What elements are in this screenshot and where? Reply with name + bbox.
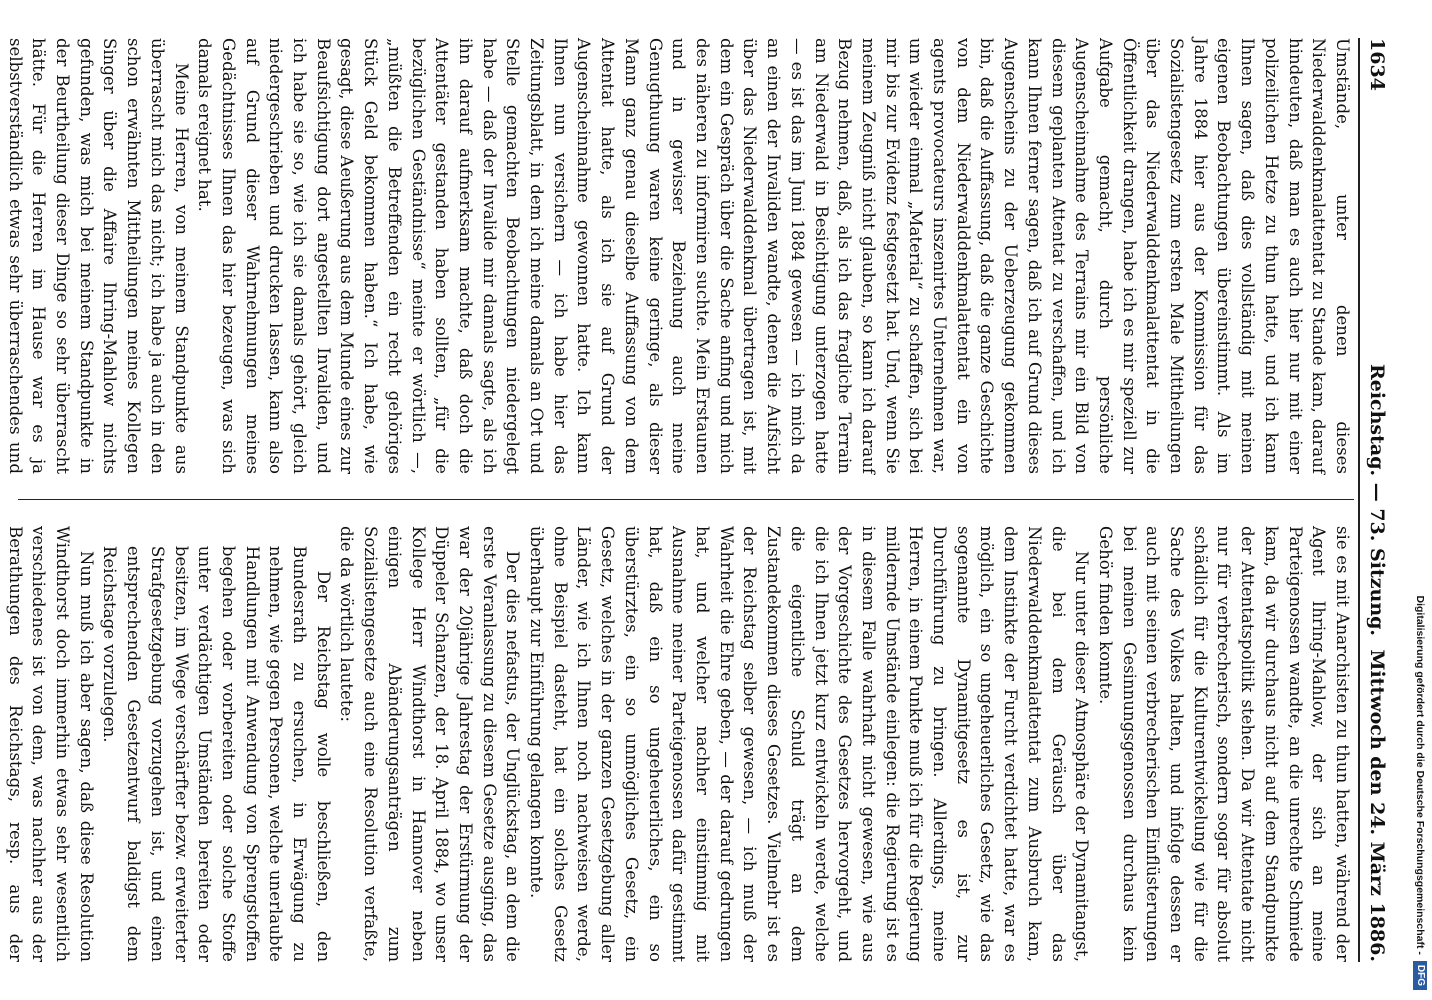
header-title: Reichstag. — 73. Sitzung. (1366, 363, 1388, 637)
right-column (5, 526, 1354, 962)
dfg-watermark (1407, 0, 1432, 1000)
page-number: 1634 (1366, 38, 1388, 91)
watermark-text (1407, 0, 1432, 1000)
right-paragraph-4: Nun muß ich aber sagen, daß diese Resolution Windthorst doch immerhin etwas sehr wesentlich verschiedenes ist von dem, was nachher aus der Berathungen des Reichstags, resp. aus der (5, 526, 96, 962)
column-divider (18, 499, 1354, 500)
left-paragraph-2: Meine Herren, von meinem Standpunkte aus überrascht mich das nicht; ich habe ja auch in den schon erwähnten Mittheilungen meines Kollegen Singer über die Affaire Ihring-Mahlow nichts gefunden, was mich bei meinem Standpunkte in der Beurtheilung dieser Dinge so sehr überrascht hätte. Für die Herren im Hause war es ja selbstverständlich etwas sehr überraschendes und (5, 38, 191, 474)
resolution-quote: Der Reichstag wolle beschließen, den Bundesrath zu ersuchen, in Erwägung zu nehmen, wie gegen Personen, welche unerlaubte Handlungen mit Anwendung von Sprengstoffen begehen oder vorbereiten oder solche Stoffe unter verdächtigen Umständen bereiten oder besitzen, im Wege verschärfter bezw. erweiterter Strafgesetzgebung vorzugehen ist, und einen entsprechenden Gesetzentwurf baldigst dem Reichstage vorzulegen. (100, 545, 333, 962)
dfg-logo: DFG (1413, 961, 1427, 990)
header-date: Mittwoch den 24. März 1886. (1366, 649, 1388, 962)
page-header (1358, 38, 1390, 962)
right-paragraph-3: Der dies nefastus, der Unglückstag, an dem die erste Veranlassung zu diesem Gesetze ausging, das war der 20jährige Jahrestag der Erstürmung der Düppeler Schanzen, der 18. April 1884, wo unser Kollege Herr Windthorst in Hannover neben einigen Abänderungsanträgen zum Sozialistengesetze auch eine Resolution verfaßte, die da wörtlich lautete: (337, 526, 523, 962)
right-paragraph-2: Nur unter dieser Atmosphäre der Dynamitangst, die bei dem Geräusch über das Niederwalddenkmalattentat zum Ausbruch kam, dem Instinkte der Furcht verdichtet hatte, war es möglich, ein so ungeheuerliches Gesetz, wie das sogenannte Dynamitgesetz es ist, zur Durchführung zu bringen. Allerdings, meine Herren, in einem Punkte muß ich für die Regierung mildernde Umstände einlegen: die Regierung ist es in diesem Falle wahrhaft nicht gewesen, wie aus der Vorgeschichte des Gesetzes hervorgeht, und die ich Ihnen jetzt kurz entwickeln werde, welche die eigentliche Schuld trägt an dem Zustandekommen dieses Gesetzes. Vielmehr ist es der Reichstag selber gewesen, — ich muß der Wahrheit die Ehre geben, — der darauf gedrungen hat, und welcher nachher einstimmig mit Ausnahme meiner Parteigenossen dafür gestimmt hat, daß ein so ungeheuerliches, ein so überstürztes, ein so unmögliches Gesetz, ein Gesetz, welches in der ganzen Gesetzgebung aller Länder, wie ich Ihnen noch nachweisen werde, ohne Beispiel dasteht, hat ein solches Gesetz überhaupt zur Einführung gelangen konnte. (527, 526, 1092, 962)
left-paragraph-1: Umstände, unter denen dieses Niederwalddenkmalattentat zu Stande kam, darauf hindeuten, daß man es auch hier nur mit einer polizeilichen Hetze zu thun hatte, und ich kann Ihnen sagen, daß dies vollständig mit meinen eigenen Beobachtungen übereinstimmt. Als im Jahre 1884 hier aus der Kommission für das Sozialistengesetz zum ersten Male Mittheilungen über das Niederwalddenkmalattentat in die Öffentlichkeit drangen, habe ich es mir speziell zur Aufgabe gemacht, durch persönliche Augenscheinnahme des Terrains mir ein Bild von diesem geplanten Attentat zu verschaffen, und ich kann Ihnen ferner sagen, daß ich auf Grund dieses Augenscheins zu der Ueberzeugung gekommen bin, daß die Auffassung, daß die ganze Geschichte von dem Niederwalddenkmalattentat ein von agents provocateurs inszenirtes Unternehmen war, um wieder einmal „Material“ zu schaffen, sich bei mir bis zur Evidenz festgesetzt hat. Und, wenn Sie meinem Zeugniß nicht glauben, so kann ich darauf Bezug nehmen, daß, als ich das fragliche Terrain am Niederwald in Besichtigung unterzogen hatte — es ist das im Juni 1884 gewesen — ich mich da an einen der Invaliden wandte, denen die Aufsicht über das Niederwalddenkmal übertragen ist, mit dem ein Gespräch über die Sache anfing und mich des näheren zu informiren suchte. Mein Erstaunen und in gewisser Beziehung auch meine Genugthuung waren keine geringe, als dieser Mann ganz genau dieselbe Auffassung von dem Attentat hatte, als ich sie auf Grund der Augenscheinnahme gewonnen hatte. Ich kann Ihnen nun versichern — ich habe hier das Zeitungsblatt, in dem ich meine damals an Ort und Stelle gemachten Beobachtungen niedergelegt habe — daß der Invalide mir damals sagte, als ich ihn darauf aufmerksam machte, daß doch die Attentäter gestanden haben sollten, „für die bezüglichen Geständnisse“ meinte er wörtlich —, „müßten die Betreffenden ein recht gehöriges Stück Geld bekommen haben.“ Ich habe, wie gesagt, diese Aeußerung aus dem Munde eines zur Beaufsichtigung dort angestellten Invaliden, und ich habe sie so, wie ich sie damals gehört, gleich niedergeschrieben und drucken lassen, kann also auf Grund dieser Wahrnehmungen meines Gedächtnisses Ihnen das hier bezeugen, was sich damals ereignet hat. (195, 38, 1352, 474)
left-column (5, 38, 1354, 474)
right-paragraph-1: sie es mit Anarchisten zu thun hatten, während der Agent Ihring-Mahlow, der sich an meine Parteigenossen wandte, an die unrechte Schmiede kam, da wir durchaus nicht auf dem Standpunkte der Attentatspolitik stehen. Da wir Attentate nicht nur für verbrecherisch, sondern sogar für absolut schädlich für die Kulturentwickelung wie für die Sache des Volkes halten, und infolge dessen er auch mit seinen verbrecherischen Einflüsterungen bei meinen Gesinnungsgenossen durchaus kein Gehör finden konnte. (1095, 526, 1352, 962)
watermark-label: Digitalisierung gefördert durch die Deutsche Forschungsgemeinschaft - (1414, 595, 1426, 955)
